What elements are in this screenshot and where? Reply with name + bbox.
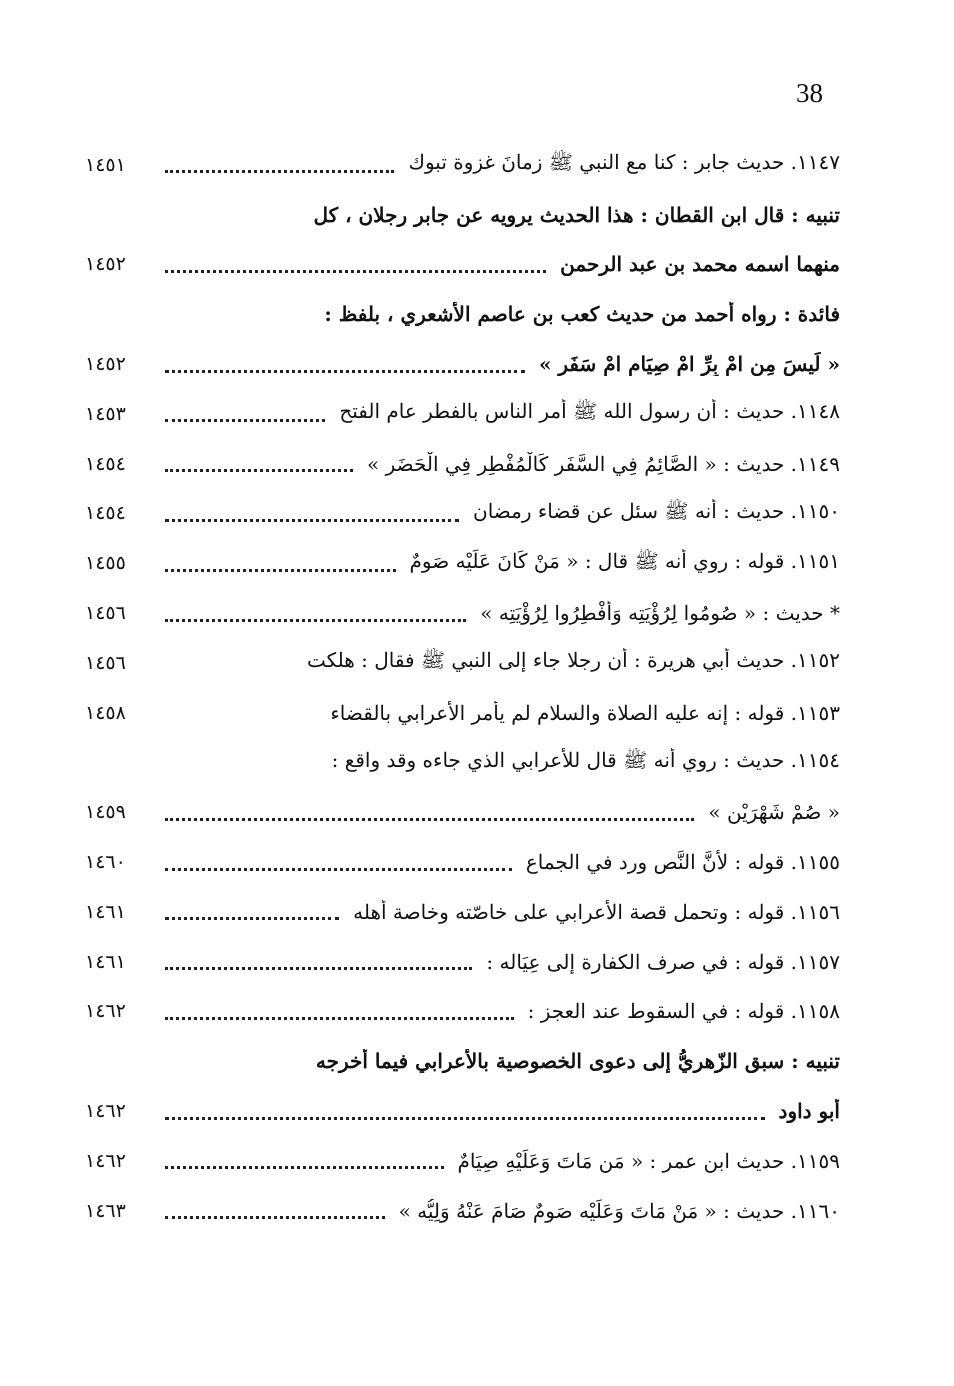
toc-entry-text: أبو داود: [778, 1099, 840, 1124]
toc-entry: [85, 1036, 840, 1086]
toc-entry: [85, 489, 840, 539]
toc-entry: [85, 538, 840, 588]
toc-entry: [85, 638, 840, 688]
toc-entry-page: ١٤٥٦: [85, 651, 126, 674]
toc-entry-page: ١٤٥٤: [85, 502, 126, 525]
dot-leader: [165, 417, 325, 422]
toc-entry-text: ١١٥٠. حديث : أنه ﷺ سئل عن قضاء رمضان: [473, 498, 840, 523]
dot-leader: [165, 567, 396, 572]
dot-leader: [165, 268, 546, 273]
toc-entry-page: ١٤٦٢: [85, 1149, 126, 1172]
toc-entry-text: ١١٤٨. حديث : أن رسول الله ﷺ أمر الناس بالفطر عام الفتح: [339, 399, 840, 424]
toc-entry: [85, 787, 840, 837]
toc-entry-text: ١١٥٨. قوله : في السقوط عند العجز :: [527, 999, 840, 1024]
dot-leader: [165, 816, 694, 821]
toc-entry-text: ١١٥١. قوله : روي أنه ﷺ قال : « مَنْ كَانَ عَلَيْه صَومٌ: [409, 548, 840, 573]
dot-leader: [165, 866, 512, 871]
toc-entry-page: ١٤٥٢: [85, 353, 126, 376]
toc-entry-page: ١٤٥٦: [85, 602, 126, 625]
toc-entry: [85, 140, 840, 190]
toc-entry-page: ١٤٥٣: [85, 402, 126, 425]
toc-entry: [85, 887, 840, 937]
toc-entry-page: ١٤٦١: [85, 900, 126, 923]
dot-leader: [165, 617, 466, 622]
toc-entry-text: تنبيه : قال ابن القطان : هذا الحديث يرويه عن جابر رجلان ، كل: [313, 202, 840, 227]
toc-entry-text: فائدة : رواه أحمد من حديث كعب بن عاصم الأشعري ، بلفظ :: [324, 302, 840, 327]
toc-entry: [85, 688, 840, 738]
dot-leader: [165, 1164, 444, 1169]
toc-entry: [85, 439, 840, 489]
toc-entry: [85, 190, 840, 240]
toc-entry: [85, 240, 840, 290]
toc-entry-text: ١١٥٦. قوله : وتحمل قصة الأعرابي على خاصّته وخاصة أهله: [353, 899, 840, 924]
toc-entry-page: ١٤٥٨: [85, 701, 126, 724]
toc-entry-page: ١٤٥٢: [85, 253, 126, 276]
toc-entry-text: ١١٥٥. قوله : لأنَّ النَّص ورد في الجماع: [525, 850, 840, 875]
dot-leader: [165, 915, 339, 920]
toc-entry-page: ١٤٥٩: [85, 801, 126, 824]
dot-leader: [165, 1015, 514, 1020]
toc-entry-page: ١٤٦٣: [85, 1199, 126, 1222]
toc-entry-text: « صُمْ شَهْرَيْن »: [708, 800, 840, 825]
toc-entry: [85, 987, 840, 1037]
toc-entry-page: ١٤٦١: [85, 950, 126, 973]
toc-entry-text: ١١٥٧. قوله : في صرف الكفارة إلى عِيَاله :: [486, 949, 840, 974]
dot-leader: [165, 1115, 765, 1120]
toc-entry-page: ١٤٦٠: [85, 851, 126, 874]
toc-entry-page: ١٤٥١: [85, 153, 126, 176]
toc-entry-page: ١٤٦٢: [85, 1000, 126, 1023]
toc-entry-text: ١١٦٠. حديث : « مَنْ مَاتَ وَعَلَيْه صَومٌ صَامَ عَنْهُ وَلِيُّه »: [398, 1198, 840, 1223]
dot-leader: [165, 368, 525, 373]
toc-entry: [85, 289, 840, 339]
toc-entry-text: ١١٤٩. حديث : « الصَّائِمُ فِي السَّفَرِ كَالْمُفْطِرِ فِي الْحَضَرِ »: [366, 451, 840, 476]
toc-entry: [85, 738, 840, 788]
toc-entry: [85, 389, 840, 439]
toc-entry: [85, 837, 840, 887]
toc-entry: [85, 588, 840, 638]
toc-entry-text: ١١٥٢. حديث أبي هريرة : أن رجلا جاء إلى النبي ﷺ فقال : هلكت: [306, 648, 840, 673]
toc-entry-text: تنبيه : سبق الزّهريُّ إلى دعوى الخصوصية بالأعرابي فيما أخرجه: [315, 1049, 840, 1074]
toc-entry-text: منهما اسمه محمد بن عبد الرحمن: [560, 252, 840, 277]
table-of-contents: [85, 140, 840, 1236]
dot-leader: [165, 965, 472, 970]
dot-leader: [165, 1214, 385, 1219]
toc-entry-text: ١١٥٤. حديث : روي أنه ﷺ قال للأعرابي الذي جاءه وقد واقع :: [331, 747, 840, 772]
toc-entry-page: ١٤٥٥: [85, 552, 126, 575]
toc-entry: [85, 1186, 840, 1236]
toc-entry-text: * حديث : « صُومُوا لِرُؤْيَتِه وَأَفْطِرُوا لِرُؤْيَتِه »: [480, 601, 840, 626]
dot-leader: [165, 517, 459, 522]
dot-leader: [165, 168, 394, 173]
toc-entry-text: ١١٥٩. حديث ابن عمر : « مَن مَاتَ وَعَلَيْهِ صِيَامٌ: [457, 1148, 840, 1173]
dot-leader: [165, 467, 353, 472]
toc-entry: [85, 1136, 840, 1186]
toc-entry-page: ١٤٥٤: [85, 452, 126, 475]
page-number: 38: [796, 78, 823, 108]
toc-entry: [85, 1086, 840, 1136]
toc-entry: [85, 937, 840, 987]
toc-entry-text: ١١٥٣. قوله : إنه عليه الصلاة والسلام لم يأمر الأعرابي بالقضاء: [330, 700, 840, 725]
toc-entry-text: « لَيسَ مِن امْ بِرِّ امْ صِيَامِ امْ سَفَر »: [538, 352, 840, 377]
toc-entry-page: ١٤٦٢: [85, 1100, 126, 1123]
toc-entry: [85, 339, 840, 389]
toc-entry-text: ١١٤٧. حديث جابر : كنا مع النبي ﷺ زمانَ غزوة تبوك: [408, 150, 840, 175]
